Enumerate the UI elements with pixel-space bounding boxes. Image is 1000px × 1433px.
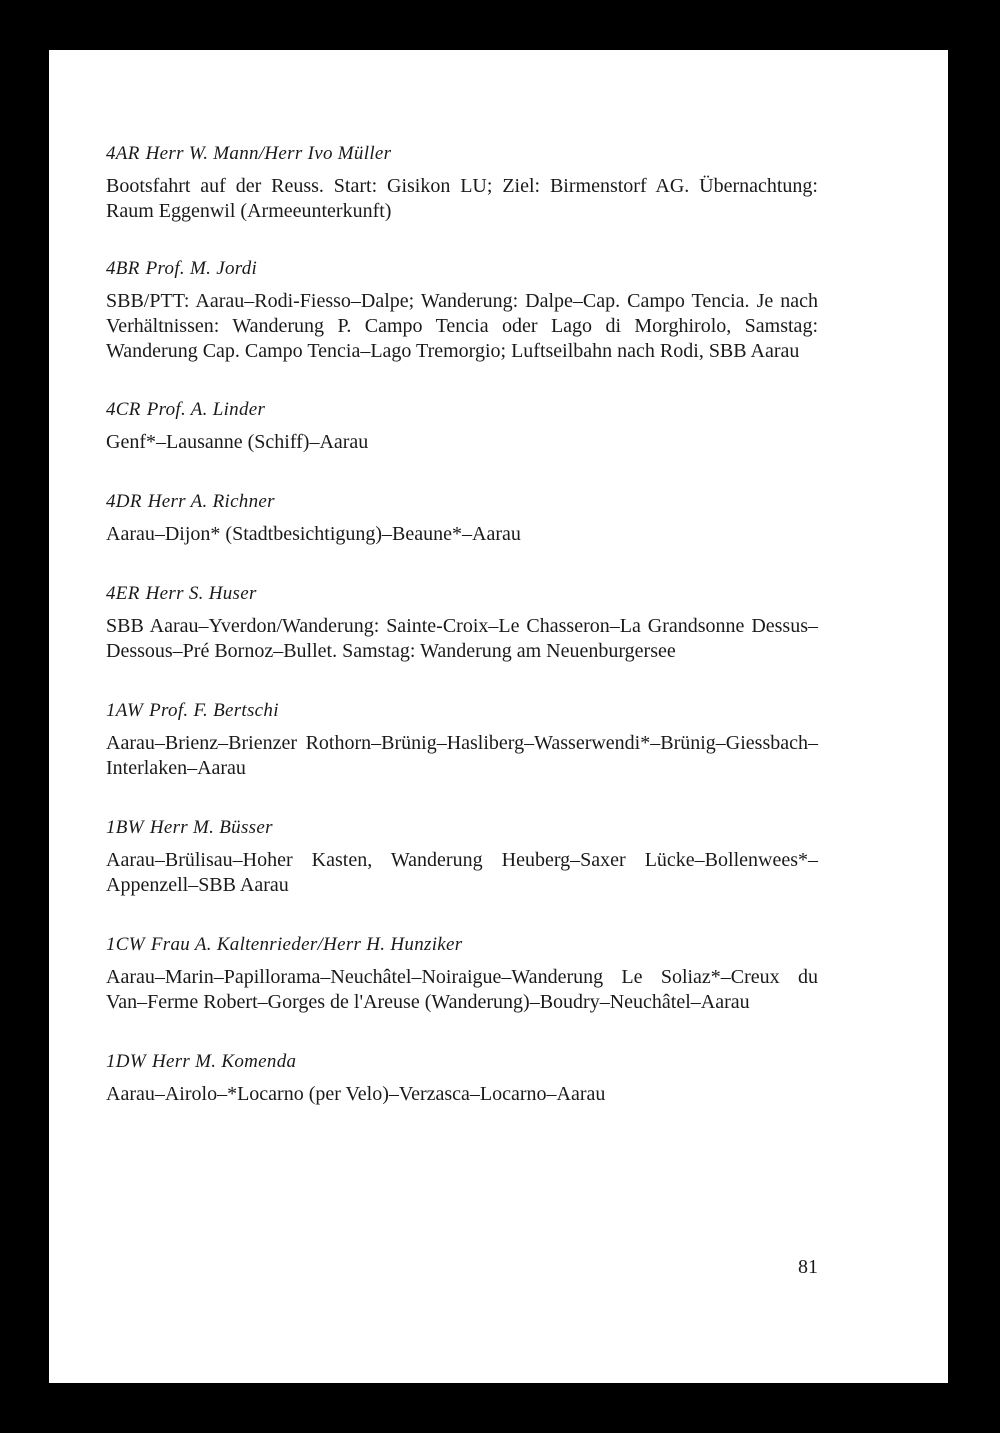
teacher-name: Prof. A. Linder bbox=[146, 399, 266, 420]
document-page bbox=[49, 50, 948, 1383]
entry-heading bbox=[106, 398, 818, 422]
class-code: 1DW bbox=[106, 1051, 146, 1072]
entry-heading bbox=[106, 699, 818, 723]
entry-description: Aarau–Dijon* (Stadtbesichtigung)–Beaune*–Aarau bbox=[106, 523, 521, 545]
entry-1dw bbox=[106, 1050, 818, 1107]
class-code: 4AR bbox=[106, 143, 140, 164]
entry-heading bbox=[106, 1050, 818, 1074]
entry-1aw bbox=[106, 699, 818, 781]
teacher-name: Herr S. Huser bbox=[145, 583, 257, 604]
entry-description: Aarau–Marin–Papillorama–Neuchâtel–Noiraigue–Wanderung Le Soliaz*–Creux du Van–Ferme Robert–Gorges de l'Areuse (Wanderung)–Boudry–Neuchâtel–Aarau bbox=[106, 966, 818, 1013]
entry-1cw bbox=[106, 933, 818, 1015]
class-code: 4CR bbox=[106, 399, 141, 420]
entry-description: SBB Aarau–Yverdon/Wanderung: Sainte-Croix–Le Chasseron–La Grandsonne Dessus–Dessous–Pré Bornoz–Bullet. Samstag: Wanderung am Neuenburgersee bbox=[106, 615, 818, 662]
class-code: 1BW bbox=[106, 817, 144, 838]
entry-description: Aarau–Airolo–*Locarno (per Velo)–Verzasca–Locarno–Aarau bbox=[106, 1083, 606, 1105]
excursion-list bbox=[106, 142, 818, 1107]
entry-heading bbox=[106, 933, 818, 957]
entry-4dr bbox=[106, 490, 818, 547]
teacher-name: Prof. M. Jordi bbox=[145, 258, 258, 279]
entry-description: Bootsfahrt auf der Reuss. Start: Gisikon LU; Ziel: Birmenstorf AG. Übernachtung: Raum Eggenwil (Armeeunterkunft) bbox=[106, 175, 818, 222]
teacher-name: Herr W. Mann/Herr Ivo Müller bbox=[145, 143, 392, 164]
entry-heading bbox=[106, 490, 818, 514]
entry-4er bbox=[106, 582, 818, 664]
class-code: 1AW bbox=[106, 700, 144, 721]
page-number: 81 bbox=[798, 1256, 818, 1278]
entry-heading bbox=[106, 257, 818, 281]
entry-heading bbox=[106, 142, 818, 166]
teacher-name: Herr M. Komenda bbox=[151, 1051, 297, 1072]
class-code: 1CW bbox=[106, 934, 145, 955]
entry-4ar bbox=[106, 142, 818, 224]
teacher-name: Herr A. Richner bbox=[147, 491, 275, 512]
teacher-name: Herr M. Büsser bbox=[149, 817, 273, 838]
entry-1bw bbox=[106, 816, 818, 898]
entry-description: Genf*–Lausanne (Schiff)–Aarau bbox=[106, 431, 369, 453]
entry-4br bbox=[106, 257, 818, 364]
entry-description: Aarau–Brülisau–Hoher Kasten, Wanderung Heuberg–Saxer Lücke–Bollenwees*–Appenzell–SBB Aarau bbox=[106, 849, 818, 896]
entry-4cr bbox=[106, 398, 818, 455]
teacher-name: Prof. F. Bertschi bbox=[149, 700, 279, 721]
entry-description: SBB/PTT: Aarau–Rodi-Fiesso–Dalpe; Wanderung: Dalpe–Cap. Campo Tencia. Je nach Verhältnissen: Wanderung P. Campo Tencia oder Lago di Morghirolo, Samstag: Wanderung Cap. Campo Tencia–Lago Tremorgio; Luftseilbahn nach Rodi, SBB Aarau bbox=[106, 290, 818, 362]
class-code: 4ER bbox=[106, 583, 140, 604]
entry-description: Aarau–Brienz–Brienzer Rothorn–Brünig–Hasliberg–Wasserwendi*–Brünig–Giessbach–Interlaken–Aarau bbox=[106, 732, 818, 779]
class-code: 4BR bbox=[106, 258, 140, 279]
teacher-name: Frau A. Kaltenrieder/Herr H. Hunziker bbox=[150, 934, 463, 955]
entry-heading bbox=[106, 816, 818, 840]
entry-heading bbox=[106, 582, 818, 606]
class-code: 4DR bbox=[106, 491, 142, 512]
